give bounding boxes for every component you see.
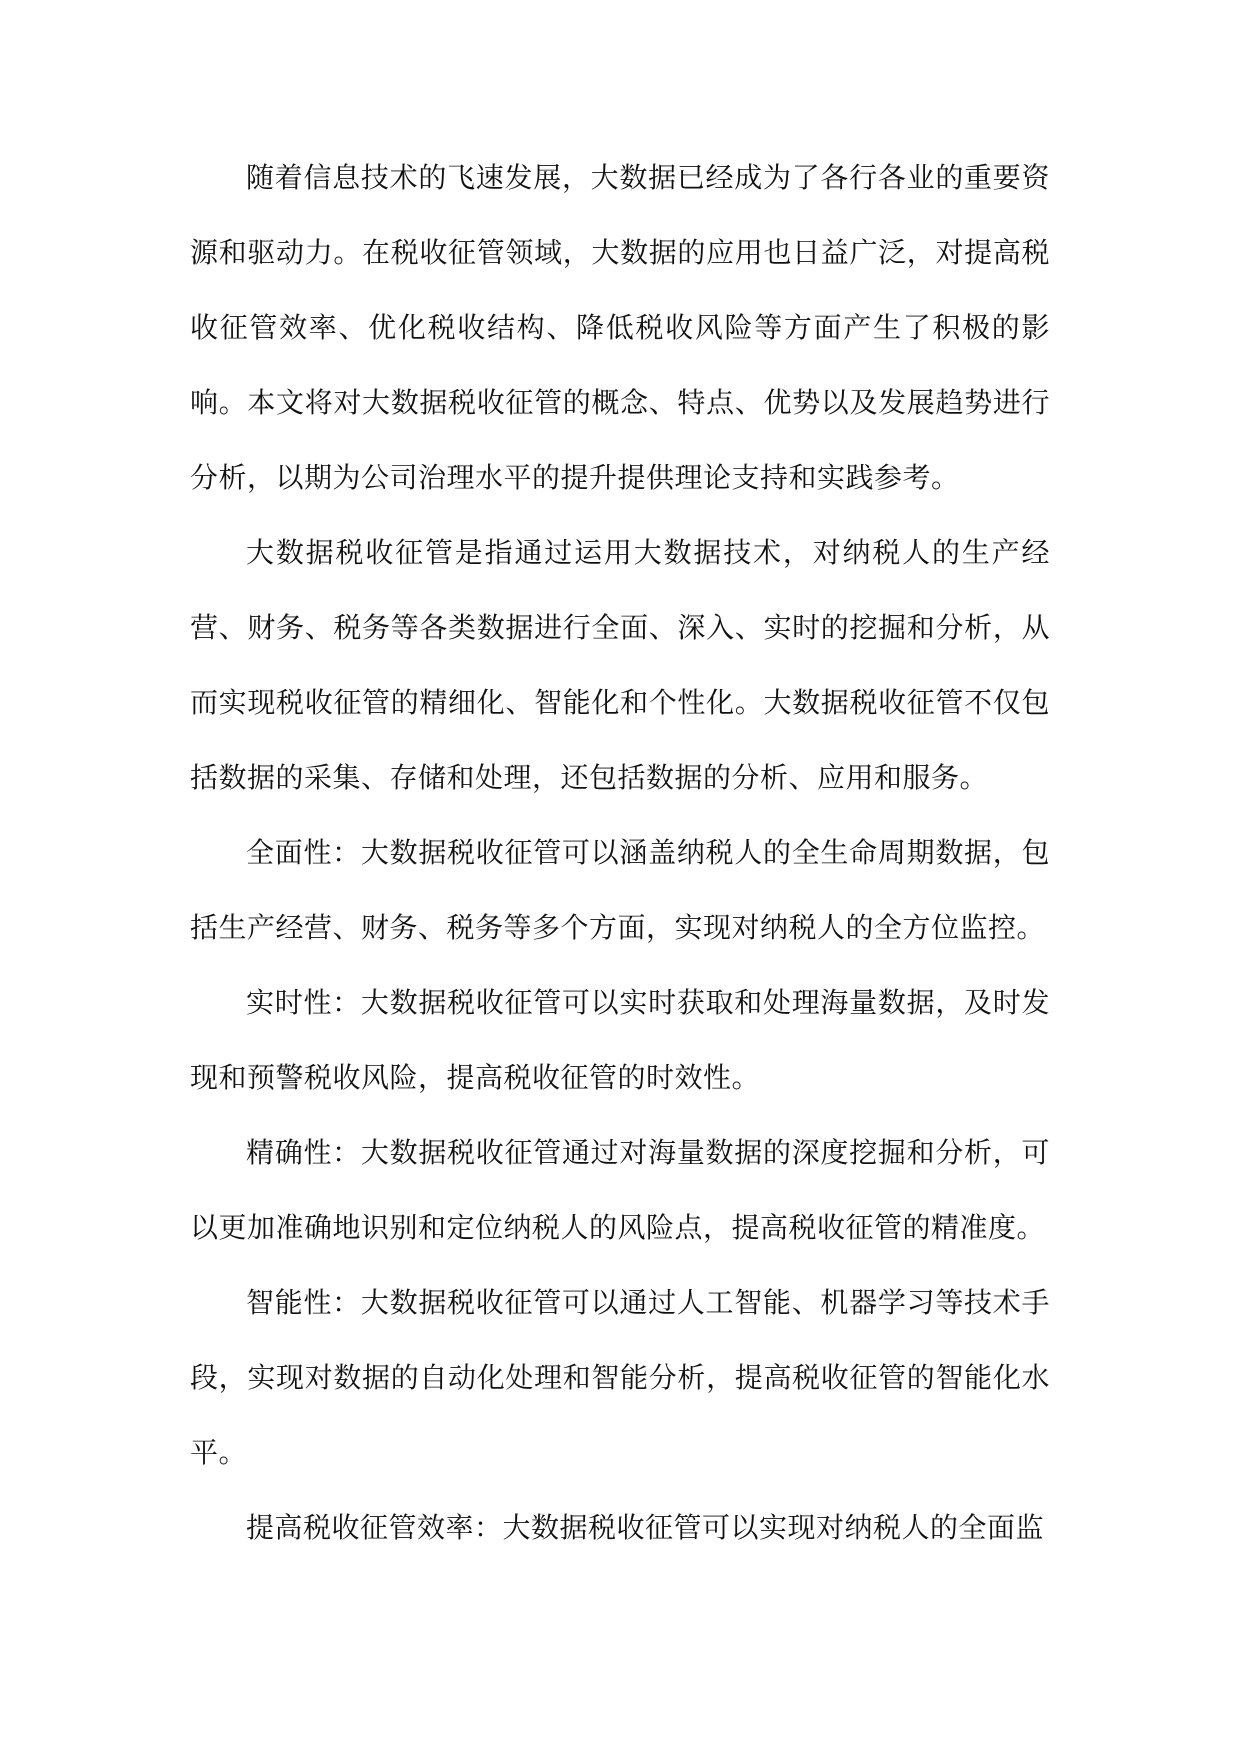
paragraph-efficiency: 提高税收征管效率：大数据税收征管可以实现对纳税人的全面监: [246, 1511, 1045, 1544]
paragraph-accuracy: 精确性：大数据税收征管通过对海量数据的深度挖掘和分析，可以更加准确地识别和定位纳税人的风险点，提高税收征管的精准度。: [190, 1136, 1050, 1244]
paragraph-definition: 大数据税收征管是指通过运用大数据技术，对纳税人的生产经营、财务、税务等各类数据进行全面、深入、实时的挖掘和分析，从而实现税收征管的精细化、智能化和个性化。大数据税收征管不仅包括数据的采集、存储和处理，还包括数据的分析、应用和服务。: [190, 536, 1050, 794]
document-body: [190, 140, 1050, 1565]
paragraph-comprehensiveness: 全面性：大数据税收征管可以涵盖纳税人的全生命周期数据，包括生产经营、财务、税务等多个方面，实现对纳税人的全方位监控。: [190, 836, 1050, 944]
paragraph-intelligence: 智能性：大数据税收征管可以通过人工智能、机器学习等技术手段，实现对数据的自动化处理和智能分析，提高税收征管的智能化水平。: [190, 1286, 1050, 1469]
paragraph-realtime: 实时性：大数据税收征管可以实时获取和处理海量数据，及时发现和预警税收风险，提高税收征管的时效性。: [190, 986, 1050, 1094]
paragraph-intro: 随着信息技术的飞速发展，大数据已经成为了各行各业的重要资源和驱动力。在税收征管领域，大数据的应用也日益广泛，对提高税收征管效率、优化税收结构、降低税收风险等方面产生了积极的影响。本文将对大数据税收征管的概念、特点、优势以及发展趋势进行分析，以期为公司治理水平的提升提供理论支持和实践参考。: [190, 161, 1050, 494]
